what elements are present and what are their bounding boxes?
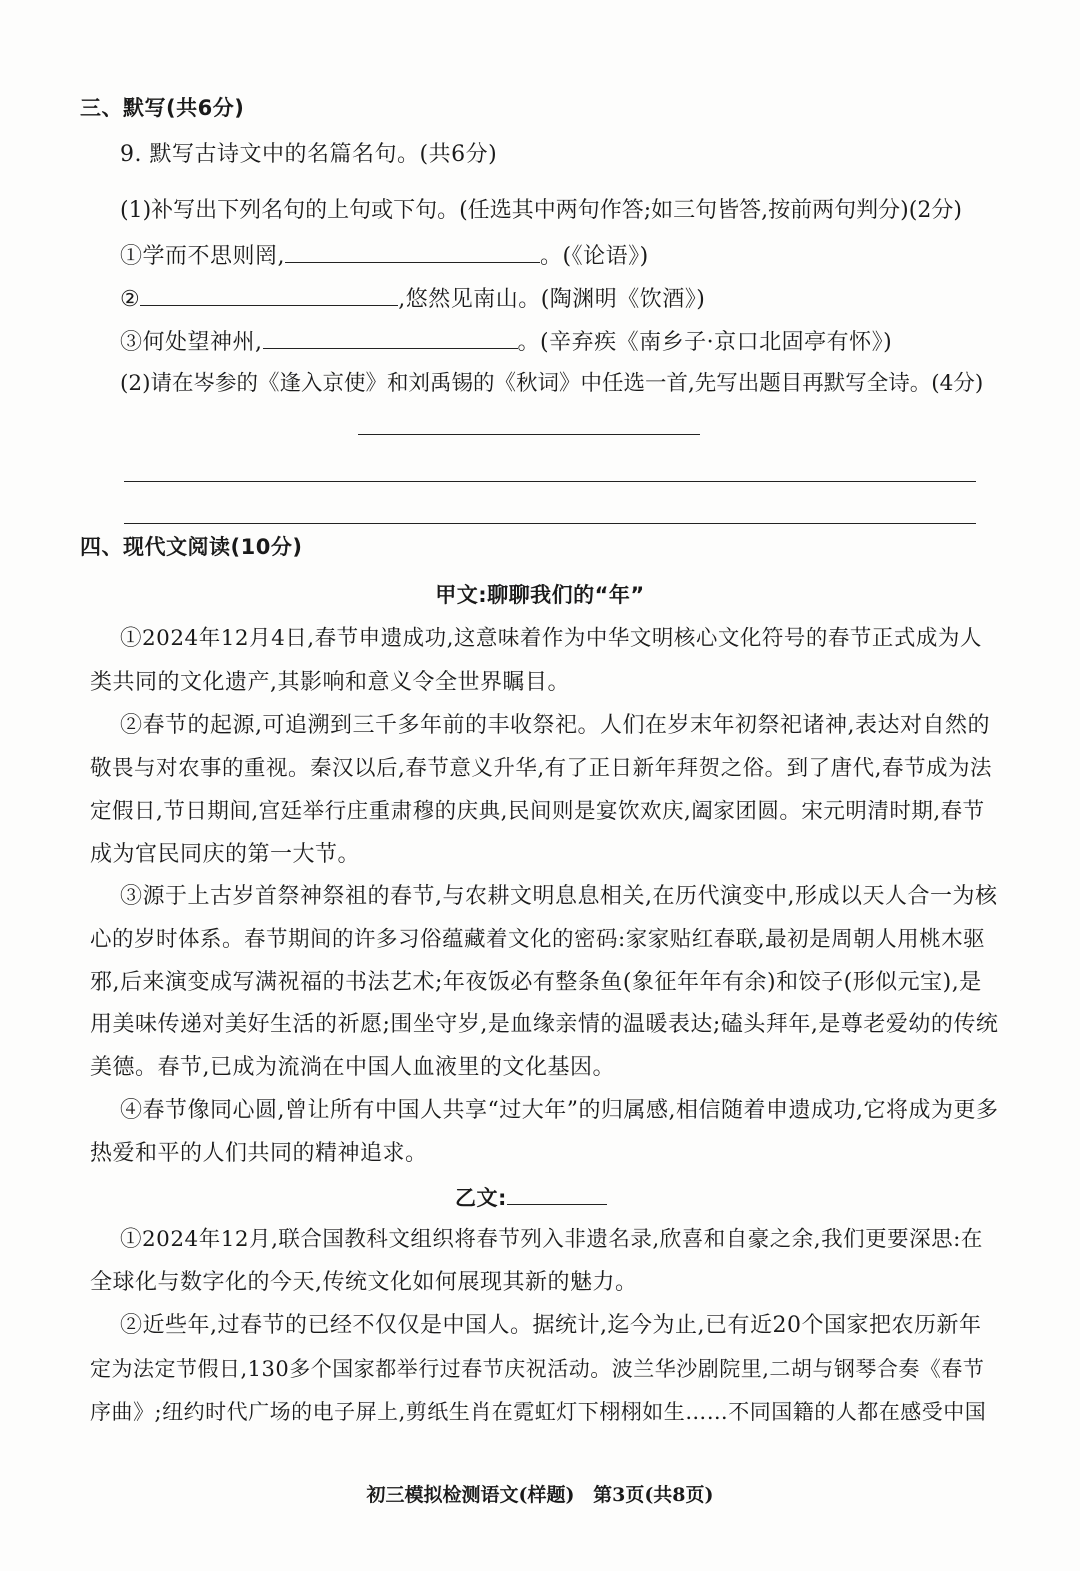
passage-b-line: ①2024年12月,联合国教科文组织将春节列入非遗名录,欣喜和自豪之余,我们更要深思:在	[120, 1227, 983, 1252]
poem-title-answer-line[interactable]	[358, 434, 700, 435]
fill-item-1-prompt: ①学而不思则罔,	[120, 244, 285, 269]
passage-a-line: ①2024年12月4日,春节申遗成功,这意味着作为中华文明核心文化符号的春节正式成为人	[120, 626, 982, 651]
footer-page-info: 第3页(共8页)	[593, 1484, 714, 1506]
passage-a-line: 美德。春节,已成为流淌在中国人血液里的文化基因。	[90, 1055, 615, 1080]
fill-item-1	[120, 240, 649, 272]
section-4-heading: 四、现代文阅读(10分)	[80, 535, 303, 559]
poem-answer-line-2[interactable]	[124, 523, 976, 524]
section-3-heading: 三、默写(共6分)	[80, 96, 245, 120]
page-footer	[0, 1480, 1080, 1507]
passage-b-line: 定为法定节假日,130多个国家都举行过春节庆祝活动。波兰华沙剧院里,二胡与钢琴合奏《春节	[90, 1357, 985, 1381]
passage-a-line: 心的岁时体系。春节期间的许多习俗蕴藏着文化的密码:家家贴红春联,最初是周朝人用桃木驱	[90, 927, 986, 952]
passage-b-title	[455, 1182, 607, 1214]
passage-b-title-blank[interactable]	[507, 1182, 607, 1205]
fill-item-3-source: 。(辛弃疾《南乡子·京口北固亭有怀》)	[517, 330, 893, 355]
passage-b-line: ②近些年,过春节的已经不仅仅是中国人。据统计,迄今为止,已有近20个国家把农历新年	[120, 1313, 982, 1338]
fill-item-2	[120, 283, 705, 315]
fill-item-2-blank[interactable]	[140, 283, 398, 306]
question-9-2-instruction: (2)请在岑参的《逢入京使》和刘禹锡的《秋词》中任选一首,先写出题目再默写全诗。(4分)	[120, 371, 984, 396]
passage-b-title-label: 乙文:	[455, 1186, 507, 1210]
fill-item-1-blank[interactable]	[285, 240, 540, 263]
question-9-1-instruction: (1)补写出下列名句的上句或下句。(任选其中两句作答;如三句皆答,按前两句判分)(2分)	[120, 198, 962, 223]
passage-a-line: 热爱和平的人们共同的精神追求。	[90, 1141, 428, 1166]
fill-item-3-prompt: ③何处望神州,	[120, 330, 263, 355]
poem-answer-line-1[interactable]	[124, 481, 976, 482]
passage-a-line: ②春节的起源,可追溯到三千多年前的丰收祭祀。人们在岁末年初祭祀诸神,表达对自然的	[120, 713, 990, 738]
fill-item-2-source: ,悠然见南山。(陶渊明《饮酒》)	[398, 287, 706, 312]
question-9-stem: 9. 默写古诗文中的名篇名句。(共6分)	[120, 142, 498, 167]
fill-item-1-source: 。(《论语》)	[540, 244, 649, 269]
fill-item-2-number: ②	[120, 287, 141, 312]
passage-a-line: 定假日,节日期间,宫廷举行庄重肃穆的庆典,民间则是宴饮欢庆,阖家团圆。宋元明清时期,春节	[90, 799, 985, 824]
passage-a-line: 邪,后来演变成写满祝福的书法艺术;年夜饭必有整条鱼(象征年年有余)和饺子(形似元宝),是	[90, 970, 982, 995]
passage-a-line: 类共同的文化遗产,其影响和意义令全世界瞩目。	[90, 670, 570, 695]
passage-b-line: 序曲》;纽约时代广场的电子屏上,剪纸生肖在霓虹灯下栩栩如生……不同国籍的人都在感受中国	[90, 1400, 987, 1424]
passage-a-line: 成为官民同庆的第一大节。	[90, 842, 361, 867]
passage-a-line: ④春节像同心圆,曾让所有中国人共享“过大年”的归属感,相信随着申遗成功,它将成为更多	[120, 1098, 999, 1123]
passage-a-line: ③源于上古岁首祭神祭祖的春节,与农耕文明息息相关,在历代演变中,形成以天人合一为核	[120, 884, 998, 909]
passage-a-line: 用美味传递对美好生活的祈愿;围坐守岁,是血缘亲情的温暖表达;磕头拜年,是尊老爱幼的传统	[90, 1012, 999, 1037]
footer-exam-name: 初三模拟检测语文(样题)	[366, 1484, 575, 1506]
passage-a-title: 甲文:聊聊我们的“年”	[435, 583, 645, 607]
fill-item-3-blank[interactable]	[263, 326, 518, 349]
passage-b-line: 全球化与数字化的今天,传统文化如何展现其新的魅力。	[90, 1270, 638, 1295]
fill-item-3	[120, 326, 892, 358]
passage-a-line: 敬畏与对农事的重视。秦汉以后,春节意义升华,有了正日新年拜贺之俗。到了唐代,春节成为法	[90, 756, 993, 781]
